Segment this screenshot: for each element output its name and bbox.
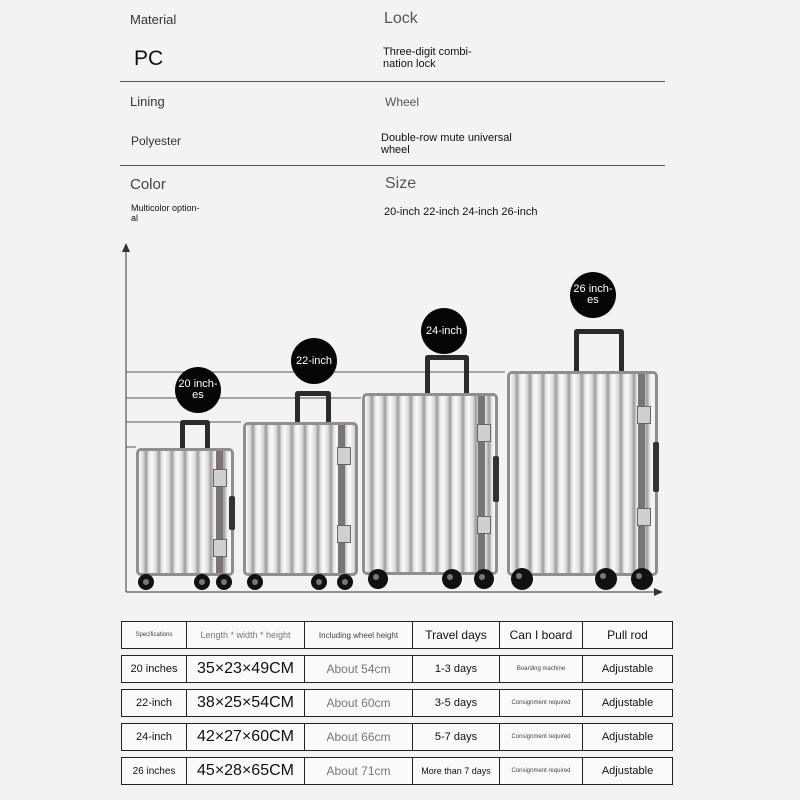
pull-rod: [295, 391, 331, 424]
pull-rod: [425, 355, 469, 395]
wheel-icon: [194, 574, 210, 590]
table-cell: 26 inches: [121, 757, 186, 785]
suitcase-26-inch: [507, 329, 658, 590]
size-label: Size: [385, 175, 417, 192]
wheel-icon: [595, 568, 617, 590]
lining-value: Polyester: [131, 134, 182, 148]
size-marker-26: [570, 272, 616, 318]
aluminum-frame: [478, 396, 485, 572]
color-value-line1: Multicolor option-: [131, 203, 200, 213]
table-cell: More than 7 days: [412, 757, 499, 785]
wheel-icon: [337, 574, 353, 590]
table-cell: 35×23×49CM: [186, 655, 304, 683]
table-header-row: [121, 621, 673, 649]
size-marker-20: [175, 367, 221, 413]
table-cell: 24-inch: [121, 723, 186, 751]
size-marker-22: [291, 338, 337, 384]
wheel-value-line1: Double-row mute universal: [381, 132, 512, 144]
wheel-value-line2: wheel: [381, 144, 410, 156]
wheel-label: Wheel: [385, 95, 420, 109]
material-value: PC: [134, 47, 164, 70]
wheel-icon: [138, 574, 154, 590]
table-cell: 5-7 days: [412, 723, 499, 751]
table-cell: Adjustable: [582, 655, 673, 683]
wheel-icon: [511, 568, 533, 590]
color-label: Color: [130, 176, 166, 193]
y-axis-arrow: [122, 243, 130, 252]
lock-icon: [213, 539, 227, 557]
table-cell: 3-5 days: [412, 689, 499, 717]
table-row: [121, 689, 673, 717]
table-cell: Boarding machine: [499, 655, 582, 683]
table-cell: Consignment required: [499, 757, 582, 785]
table-row: [121, 655, 673, 683]
spec-table: [121, 615, 673, 791]
wheel-icon: [474, 569, 494, 589]
table-cell: About 71cm: [304, 757, 412, 785]
table-cell: 1-3 days: [412, 655, 499, 683]
pull-rod: [574, 329, 624, 373]
table-cell: 20 inches: [121, 655, 186, 683]
table-header-cell: Length * width * height: [186, 621, 304, 649]
table-header-cell: Including wheel height: [304, 621, 412, 649]
side-handle: [493, 456, 499, 502]
color-value-line2: al: [131, 213, 139, 223]
table-cell: 45×28×65CM: [186, 757, 304, 785]
aluminum-frame: [638, 374, 645, 573]
side-handle: [653, 442, 659, 492]
table-cell: Consignment required: [499, 689, 582, 717]
table-header-cell: Travel days: [412, 621, 499, 649]
table-cell: Consignment required: [499, 723, 582, 751]
suitcase-shell: [362, 393, 498, 575]
wheel-icon: [311, 574, 327, 590]
lock-icon: [477, 424, 491, 442]
table-row: [121, 757, 673, 785]
lining-label: Lining: [130, 94, 165, 109]
table-header-cell: Can I board: [499, 621, 582, 649]
table-header-cell: Specifications: [121, 621, 186, 649]
pull-rod: [180, 420, 210, 450]
wheel-icon: [247, 574, 263, 590]
suitcase-20-inch: [136, 420, 234, 590]
wheel-icon: [216, 574, 232, 590]
table-cell: 38×25×54CM: [186, 689, 304, 717]
table-cell: 42×27×60CM: [186, 723, 304, 751]
lock-value-line2: nation lock: [383, 58, 436, 70]
marker-line: es: [192, 389, 204, 401]
marker-line: 22-inch: [295, 354, 333, 367]
table-cell: Adjustable: [582, 757, 673, 785]
table-cell: About 60cm: [304, 689, 412, 717]
lock-icon: [337, 447, 351, 465]
table-cell: Adjustable: [582, 723, 673, 751]
material-label: Material: [130, 12, 177, 27]
table-row: [121, 723, 673, 751]
suitcase-22-inch: [243, 391, 358, 590]
suitcase-shell: [136, 448, 234, 576]
wheel-icon: [442, 569, 462, 589]
lock-icon: [213, 469, 227, 487]
size-marker-24: [421, 308, 467, 354]
side-handle: [229, 496, 235, 530]
suitcase-shell: [243, 422, 358, 576]
marker-line: es: [587, 294, 599, 306]
wheel-icon: [631, 568, 653, 590]
wheel-icon: [368, 569, 388, 589]
lock-value-line1: Three-digit combi-: [383, 46, 472, 58]
marker-line: 26 inch-: [573, 283, 613, 295]
suitcase-shell: [507, 371, 658, 576]
table-cell: About 66cm: [304, 723, 412, 751]
table-header-cell: Pull rod: [582, 621, 673, 649]
lock-label: Lock: [384, 10, 418, 27]
size-value: 20-inch 22-inch 24-inch 26-inch: [384, 206, 538, 218]
table-cell: Adjustable: [582, 689, 673, 717]
marker-line: 20 inch-: [178, 378, 218, 390]
lock-icon: [477, 516, 491, 534]
marker-line: 24-inch: [425, 324, 463, 337]
table-cell: 22-inch: [121, 689, 186, 717]
lock-icon: [637, 406, 651, 424]
lock-icon: [637, 508, 651, 526]
lock-icon: [337, 525, 351, 543]
suitcase-24-inch: [362, 355, 498, 589]
table-cell: About 54cm: [304, 655, 412, 683]
